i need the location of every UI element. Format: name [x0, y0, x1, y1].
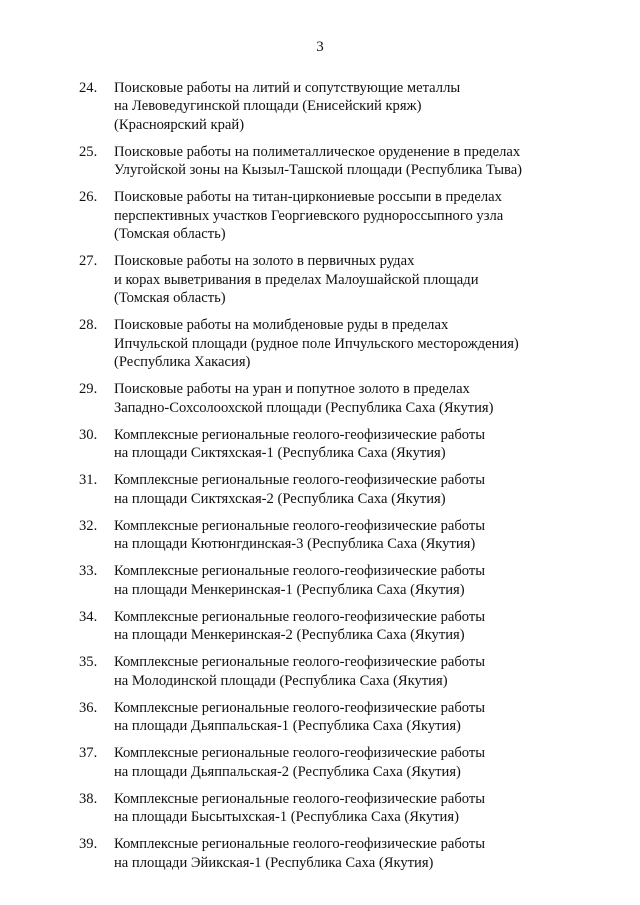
item-text-line: Комплексные региональные геолого-геофизические работы	[114, 745, 486, 762]
item-text-line: на площади Кютюнгдинская-3 (Республика Саха (Якутия)	[114, 536, 476, 553]
item-text-line: Поисковые работы на титан-циркониевые россыпи в пределах	[114, 189, 502, 206]
item-text-line: Комплексные региональные геолого-геофизические работы	[114, 472, 486, 489]
item-number: 29.	[79, 381, 98, 398]
item-text-line: Комплексные региональные геолого-геофизические работы	[114, 608, 486, 625]
item-text	[114, 380, 554, 417]
item-text-line: на площади Дьяппальская-2 (Республика Саха (Якутия)	[114, 763, 461, 780]
item-text-line: Поисковые работы на полиметаллическое оруденение в пределах	[114, 143, 521, 160]
item-text-line: Комплексные региональные геолого-геофизические работы	[114, 654, 486, 671]
item-text-line: Поисковые работы на уран и попутное золото в пределах	[114, 381, 470, 398]
list-item	[0, 608, 640, 645]
item-text	[114, 252, 554, 307]
item-text	[114, 79, 554, 134]
item-number: 37.	[79, 745, 98, 762]
page-number: 3	[316, 39, 324, 55]
work-list	[0, 79, 640, 881]
list-item	[0, 252, 640, 307]
item-number: 33.	[79, 563, 98, 580]
item-text	[114, 744, 554, 781]
list-item	[0, 79, 640, 134]
item-text-line: (Томская область)	[114, 226, 226, 243]
list-item	[0, 699, 640, 736]
list-item	[0, 188, 640, 243]
item-number: 28.	[79, 317, 98, 334]
item-number: 30.	[79, 426, 98, 443]
item-text	[114, 426, 554, 463]
item-text-line: Комплексные региональные геолого-геофизические работы	[114, 563, 486, 580]
item-text-line: на площади Менкеринская-2 (Республика Саха (Якутия)	[114, 627, 465, 644]
item-text-line: Поисковые работы на молибденовые руды в пределах	[114, 317, 449, 334]
list-item	[0, 143, 640, 180]
list-item	[0, 517, 640, 554]
item-number: 24.	[79, 80, 98, 96]
item-text	[114, 517, 554, 554]
item-text-line: Ипчульской площади (рудное поле Ипчульского месторождения)	[114, 335, 519, 352]
item-text	[114, 316, 554, 371]
item-number: 26.	[79, 189, 98, 206]
item-number: 31.	[79, 472, 98, 489]
item-text-line: Западно-Сохсолоохской площади (Республика Саха (Якутия)	[114, 399, 494, 416]
item-text-line: (Красноярский край)	[114, 116, 245, 133]
list-item	[0, 790, 640, 827]
item-text-line: Комплексные региональные геолого-геофизические работы	[114, 790, 486, 807]
item-number: 35.	[79, 654, 98, 671]
item-text-line: на площади Дьяппальская-1 (Республика Саха (Якутия)	[114, 718, 461, 735]
item-text-line: на площади Бысытыхская-1 (Республика Саха (Якутия)	[114, 809, 459, 826]
item-text	[114, 471, 554, 508]
item-text-line: перспективных участков Георгиевского руднороссыпного узла	[114, 207, 504, 224]
item-number: 27.	[79, 253, 98, 270]
list-item	[0, 316, 640, 371]
item-number: 34.	[79, 608, 98, 625]
item-number: 38.	[79, 790, 98, 807]
item-text-line: Поисковые работы на литий и сопутствующие металлы	[114, 80, 461, 96]
item-text-line: на площади Менкеринская-1 (Республика Саха (Якутия)	[114, 581, 465, 598]
item-text	[114, 608, 554, 645]
item-number: 39.	[79, 836, 98, 853]
list-item	[0, 471, 640, 508]
item-number: 32.	[79, 517, 98, 534]
item-text	[114, 562, 554, 599]
item-text-line: на Левоведугинской площади (Енисейский кряж)	[114, 98, 422, 115]
item-text	[114, 653, 554, 690]
item-text	[114, 699, 554, 736]
item-text	[114, 188, 554, 243]
list-item	[0, 835, 640, 872]
list-item	[0, 426, 640, 463]
item-number: 25.	[79, 143, 98, 160]
item-text-line: (Республика Хакасия)	[114, 354, 251, 371]
item-text-line: на площади Сиктяхская-1 (Республика Саха (Якутия)	[114, 445, 446, 462]
item-number: 36.	[79, 699, 98, 716]
list-item	[0, 562, 640, 599]
item-text	[114, 835, 554, 872]
item-text-line: и корах выветривания в пределах Малоушайской площади	[114, 271, 479, 288]
item-text-line: Поисковые работы на золото в первичных рудах	[114, 253, 415, 270]
item-text-line: Комплексные региональные геолого-геофизические работы	[114, 699, 486, 716]
item-text-line: Комплексные региональные геолого-геофизические работы	[114, 426, 486, 443]
list-item	[0, 653, 640, 690]
item-text	[114, 790, 554, 827]
list-item	[0, 380, 640, 417]
list-item	[0, 744, 640, 781]
item-text-line: на Молодинской площади (Республика Саха (Якутия)	[114, 672, 448, 689]
item-text-line: Комплексные региональные геолого-геофизические работы	[114, 836, 486, 853]
item-text	[114, 143, 554, 180]
item-text-line: (Томская область)	[114, 290, 226, 307]
item-text-line: на площади Эйикская-1 (Республика Саха (Якутия)	[114, 854, 434, 871]
item-text-line: Комплексные региональные геолого-геофизические работы	[114, 517, 486, 534]
item-text-line: Улугойской зоны на Кызыл-Ташской площади (Республика Тыва)	[114, 162, 523, 179]
item-text-line: на площади Сиктяхская-2 (Республика Саха (Якутия)	[114, 490, 446, 507]
